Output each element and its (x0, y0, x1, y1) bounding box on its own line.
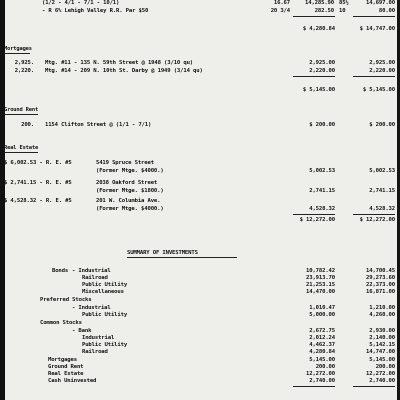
real-estate-3-right: 4,528.32 (369, 206, 395, 212)
summary-bonds-industrial-right: 14,700.45 (366, 268, 395, 274)
summary-preferred-utility-right: 4,260.00 (369, 312, 395, 318)
mortgage-1-left: 2,925.00 (309, 60, 335, 66)
ground-rent-description: 1154 Clifton Street @ (1/1 - 7/1) (45, 122, 152, 128)
summary-bonds-utility-left: 21,253.15 (306, 282, 335, 288)
summary-common-utility-right: 5,142.15 (369, 342, 395, 348)
top-underline-left (293, 16, 335, 17)
summary-bonds-label: Bonds (52, 268, 69, 274)
summary-bonds-utility-right: 22,373.00 (366, 282, 395, 288)
summary-preferred-utility-label: Public Utility (82, 312, 128, 318)
real-estate-3-amount: $ 4,528.32 - R. E. #5 (4, 198, 72, 204)
ground-rent-right: $ 200.00 (369, 122, 395, 128)
summary-cash-label: Cash Uninvested (48, 378, 97, 384)
real-estate-1-note: (Former Mtge. $4000.) (96, 168, 164, 174)
mortgages-heading-underline (4, 53, 30, 54)
top-line2-value-a: 20 3/4 (270, 8, 290, 14)
summary-preferred-industrial-label: - Industrial (72, 305, 111, 311)
mortgage-1-amount: 2,925. (14, 60, 34, 66)
real-estate-3-note: (Former Mtge. $4000.) (96, 206, 164, 212)
summary-common-railroad-left: 4,280.84 (309, 349, 335, 355)
summary-bonds-railroad-right: 29,273.60 (366, 275, 395, 281)
real-estate-1-left: 5,002.53 (309, 168, 335, 174)
summary-mortgages-left: 5,145.00 (309, 357, 335, 363)
top-line1-value-d: 14,697.00 (366, 0, 395, 6)
summary-common-label: Common Stocks (40, 320, 82, 326)
summary-cash-right: 2,740.00 (369, 378, 395, 384)
summary-bonds-misc-label: Miscellaneous (82, 289, 124, 295)
real-estate-heading: Real Estate (4, 145, 39, 151)
summary-bonds-railroad-left: 23,913.70 (306, 275, 335, 281)
top-line2-description: - R 6% Lehigh Valley R.R. Par $50 (42, 8, 149, 14)
summary-common-utility-left: 4,462.37 (309, 342, 335, 348)
summary-common-bank-right: 2,930.00 (369, 328, 395, 334)
summary-bonds-railroad-label: Railroad (82, 275, 108, 281)
summary-real-estate-right: 12,272.00 (366, 371, 395, 377)
summary-title-underline (127, 257, 237, 258)
mortgage-2-amount: 2,220. (14, 68, 34, 74)
summary-mortgages-label: Mortgages (48, 357, 77, 363)
summary-ground-rent-right: 200.00 (375, 364, 395, 370)
ground-rent-heading-underline (4, 114, 38, 115)
top-line1-value-c: 85½ (339, 0, 349, 6)
top-subtotal-right: $ 14,747.00 (359, 26, 395, 32)
summary-common-bank-left: 2,672.75 (309, 328, 335, 334)
summary-underline-left (293, 386, 335, 387)
mortgage-1-right: 2,925.00 (369, 60, 395, 66)
real-estate-total-left: $ 12,272.00 (299, 217, 335, 223)
summary-common-bank-label: - Bank (72, 328, 92, 334)
real-estate-3-address: 201 W. Columbia Ave. (96, 198, 161, 204)
real-estate-3-left: 4,528.32 (309, 206, 335, 212)
real-estate-total-right: $ 12,272.00 (359, 217, 395, 223)
summary-mortgages-right: 5,145.00 (369, 357, 395, 363)
summary-preferred-label: Preferred Stocks (40, 297, 92, 303)
top-line2-value-b: 282.50 (314, 8, 334, 14)
ground-rent-left: $ 200.00 (309, 122, 335, 128)
summary-preferred-industrial-left: 1,010.47 (309, 305, 335, 311)
real-estate-2-left: 2,741.15 (309, 188, 335, 194)
top-line1-value-b: 14,285.90 (305, 0, 334, 6)
real-estate-1-address: 5419 Spruce Street (96, 160, 154, 166)
summary-bonds-industrial-left: 10,782.42 (306, 268, 335, 274)
summary-common-industrial-right: 2,140.00 (369, 335, 395, 341)
real-estate-heading-underline (4, 152, 38, 153)
summary-bonds-industrial-label: - Industrial (72, 268, 111, 274)
top-line2-value-c: 10 (339, 8, 346, 14)
summary-common-railroad-right: 14,747.00 (366, 349, 395, 355)
real-estate-underline-left (293, 214, 335, 215)
top-subtotal-left: $ 4,280.84 (302, 26, 335, 32)
real-estate-underline-right (353, 214, 395, 215)
mortgage-2-left: 2,220.00 (309, 68, 335, 74)
mortgages-underline-left (293, 76, 335, 77)
real-estate-2-amount: $ 2,741.15 - R. E. #5 (4, 180, 72, 186)
mortgage-1-description: Mtg. #11 - 135 N. 59th Street @ 1948 (3/10 qu) (45, 60, 194, 66)
summary-real-estate-left: 12,272.00 (306, 371, 335, 377)
top-line2-value-d: 80.00 (378, 8, 395, 14)
mortgage-2-description: Mtg. #14 - 209 N. 10th St. Darby @ 1949 (3/14 qu) (45, 68, 203, 74)
summary-bonds-misc-left: 14,470.00 (306, 289, 335, 295)
mortgage-2-right: 2,220.00 (369, 68, 395, 74)
top-line1-value-a: 16.67 (273, 0, 290, 6)
summary-common-railroad-label: Railroad (82, 349, 108, 355)
summary-bonds-misc-right: 16,871.00 (366, 289, 395, 295)
mortgages-total-right: $ 5,145.00 (362, 87, 395, 93)
real-estate-2-address: 2038 Oakford Street (96, 180, 158, 186)
summary-cash-left: 2,740.00 (309, 378, 335, 384)
mortgages-underline-right (353, 76, 395, 77)
summary-common-utility-label: Public Utility (82, 342, 128, 348)
real-estate-1-amount: $ 6,002.53 - R. E. #5 (4, 160, 72, 166)
ground-rent-amount: 200. (21, 122, 34, 128)
summary-ground-rent-label: Ground Rent (48, 364, 84, 370)
mortgages-total-left: $ 5,145.00 (302, 87, 335, 93)
summary-bonds-utility-label: Public Utility (82, 282, 128, 288)
top-underline-right (353, 16, 395, 17)
summary-ground-rent-left: 200.00 (315, 364, 335, 370)
summary-common-industrial-label: Industrial (82, 335, 115, 341)
real-estate-2-right: 2,741.15 (369, 188, 395, 194)
summary-title: SUMMARY OF INVESTMENTS (127, 250, 198, 256)
mortgages-heading: Mortgages (4, 46, 32, 52)
top-line1-description: (1/2 - 4/1 - 7/1 - 10/1) (42, 0, 120, 6)
summary-underline-right (353, 386, 395, 387)
summary-common-industrial-left: 2,012.24 (309, 335, 335, 341)
summary-preferred-utility-left: 5,000.00 (309, 312, 335, 318)
real-estate-1-right: 5,002.53 (369, 168, 395, 174)
summary-real-estate-label: Real Estate (48, 371, 84, 377)
real-estate-2-note: (Former Mtge. $1800.) (96, 188, 164, 194)
ground-rent-heading: Ground Rent (4, 107, 39, 113)
summary-preferred-industrial-right: 1,210.00 (369, 305, 395, 311)
